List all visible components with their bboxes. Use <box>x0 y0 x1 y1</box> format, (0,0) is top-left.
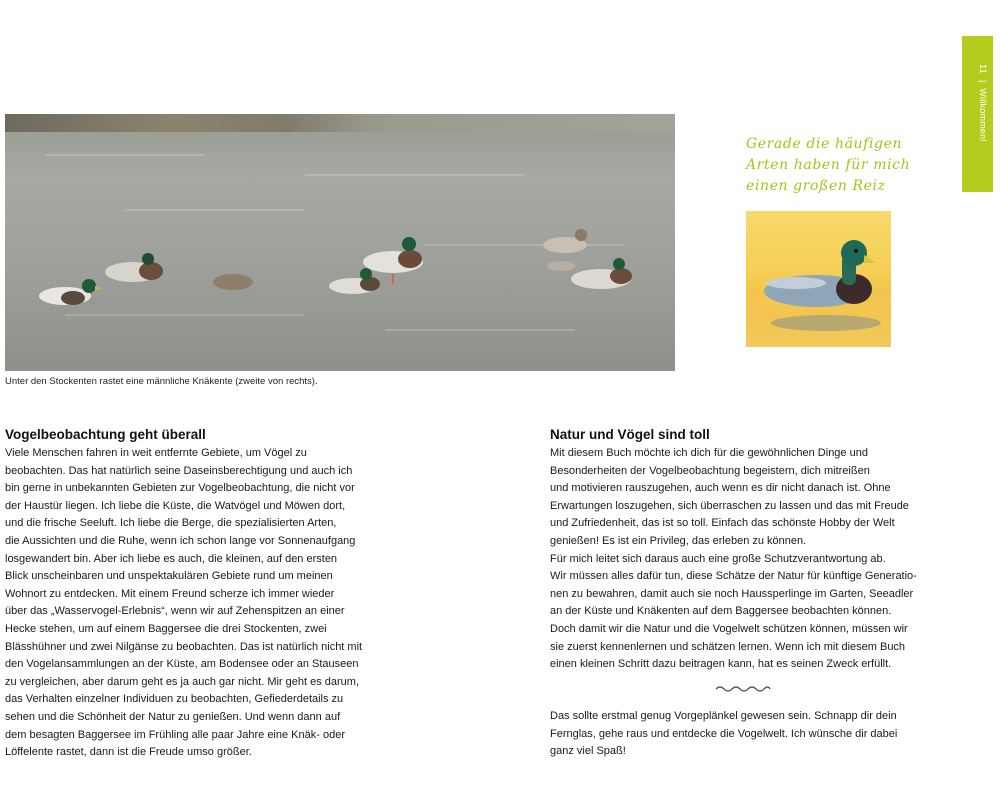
mallard-duck-2 <box>105 253 163 282</box>
right-section-body <box>550 445 950 674</box>
page-number: 11 <box>978 64 988 74</box>
quote-line: Gerade die häufigen <box>746 136 903 152</box>
mallard-duck-1 <box>39 279 102 305</box>
quote-line: einen großen Reiz <box>746 178 886 194</box>
chapter-tab-label <box>978 64 988 142</box>
quote-line: Arten haben für mich <box>746 157 911 173</box>
photo-caption: Unter den Stockenten rastet eine männliche Knäkente (zweite von rechts). <box>5 376 318 387</box>
right-section-heading: Natur und Vögel sind toll <box>550 427 710 442</box>
mallard-duck-5 <box>571 258 632 289</box>
left-paragraph: Viele Menschen fahren in weit entfernte Gebiete, um Vögel zu beobachten. Das hat natürlich seine Daseinsberechtigung und auch ich bin gerne in unbekannten Gebieten zur Vogelbeobachtung, die nicht vor der Haustür liegen. Ich liebe die Küste, die Watvögel und Möwen dort, und die frische Seeluft. Ich liebe die Berge, die spezialisierten Arten, die Aussichten und die Ruhe, wenn ich schon lange vor Sonnenaufgang losgewandert bin. Aber ich liebe es auch, die kleinen, auf den ersten Blick unscheinbaren und unspektakulären Gebiete rund um meinen Wohnort zu entdecken. Mit einem Freund scherze ich immer wieder über das „Wasservogel-Erlebnis“, wenn wir auf Zehenspitzen an einer Hecke stehen, um auf einem Baggersee die drei Stockenten, zwei Blässhühner und zwei Nilgänse zu beobachten. Das ist natürlich nicht mit den Vogelansammlungen an der Küste, am Bodensee oder an Stauseen zu vergleichen, aber darum geht es ja auch gar nicht. Mir geht es darum, das Verhalten einzelner Individuen zu beobachten, Gefiederdetails zu sehen und die Schönheit der Natur zu genießen. Und wenn dann auf dem besagten Baggersee im Frühling alle paar Jahre eine Knäk- oder Löffelente rastet, dann ist die Freude umso größer. <box>5 447 363 759</box>
right-paragraph: Mit diesem Buch möchte ich dich für die gewöhnlichen Dinge und Besonderheiten der Vogelbeobachtung begeistern, dich mitreißen und motivieren rauszugehen, auch wenn es dir nicht danach ist. Ohne Erwartungen loszugehen, sich überraschen zu lassen und das mit Freude und Zufriedenheit, das ist so toll. Einfach das schönste Hobby der Welt genießen! Es ist ein Privileg, das erleben zu können. Für mich leitet sich daraus auch eine große Schutzverantwortung ab. Wir müssen alles dafür tun, diese Schätze der Natur für künftige Generatio- nen zu bewahren, damit auch sie noch Haussperlinge im Garten, Seeadler an der Küste und Knäkenten auf dem Baggersee beobachten können. Doch damit wir die Natur und die Vogelwelt schützen können, müssen wir sie zuerst kennenlernen und schätzen lernen. Wenn ich mit diesem Buch einen kleinen Schritt dazu beitragen kann, hat es seinen Zweck erfüllt. <box>550 447 917 671</box>
chapter-title: Willkommen! <box>978 88 988 143</box>
mallard-portrait-illustration <box>746 211 891 347</box>
sidebar-quote <box>746 134 916 197</box>
closing-paragraph: Das sollte erstmal genug Vorgeplänkel gewesen sein. Schnapp dir dein Fernglas, gehe raus und entdecke die Vogelwelt. Ich wünsche dir dabei ganz viel Spaß! <box>550 710 898 758</box>
ducks-on-water-photo <box>5 114 675 371</box>
closing-body <box>550 708 950 761</box>
left-section-body <box>5 445 525 762</box>
garganey-duck <box>543 229 587 271</box>
tab-separator: | <box>978 79 988 83</box>
ducks-illustration <box>5 114 675 371</box>
left-section-heading: Vogelbeobachtung geht überall <box>5 427 206 442</box>
mallard-portrait-photo <box>746 211 891 347</box>
rock <box>213 274 253 290</box>
wave-divider <box>715 684 771 694</box>
mallard-duck-4 <box>363 237 423 284</box>
mallard-duck-3 <box>329 268 380 294</box>
